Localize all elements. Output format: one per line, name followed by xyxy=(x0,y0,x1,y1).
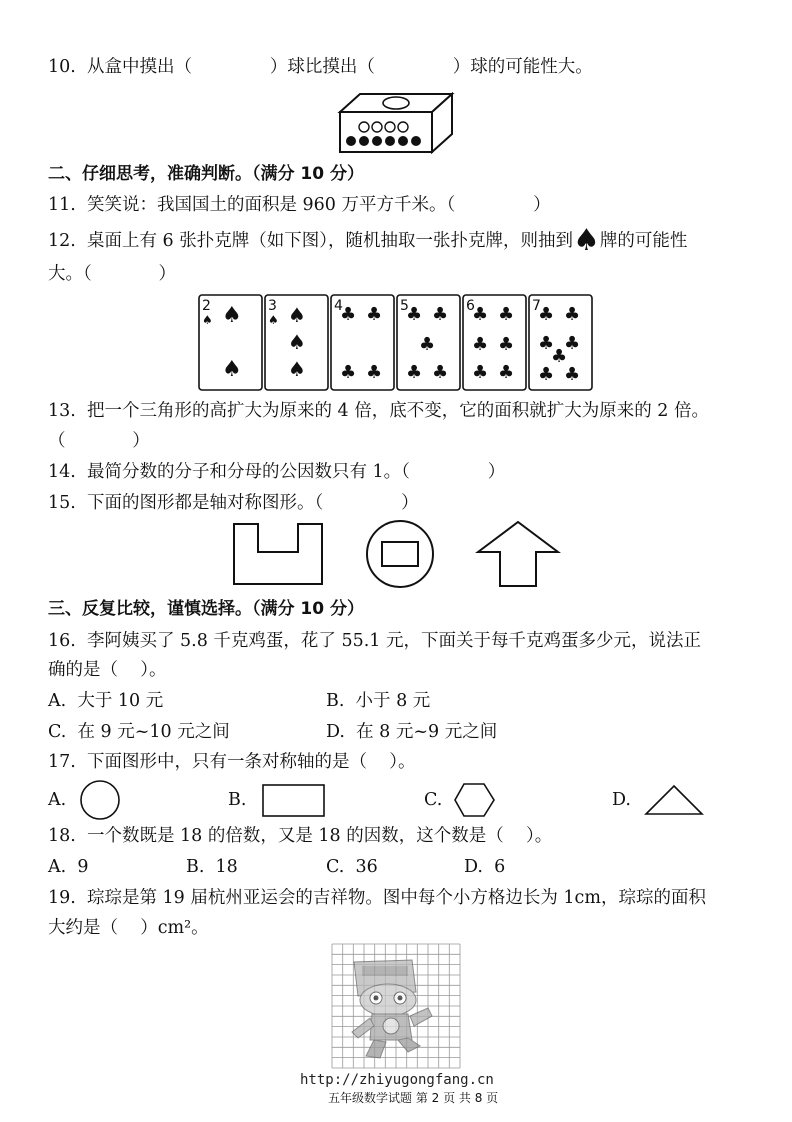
card-3 xyxy=(265,295,328,390)
svg-text:♣: ♣ xyxy=(564,333,581,354)
card-4 xyxy=(331,295,394,390)
svg-text:4: 4 xyxy=(334,298,343,314)
svg-text:5: 5 xyxy=(400,298,409,314)
svg-text:2: 2 xyxy=(202,298,211,314)
hexagon-shape xyxy=(454,782,496,818)
spade-icon: ♠ xyxy=(572,223,600,258)
q16-option-a: A. 大于 10 元 xyxy=(48,691,164,711)
svg-text:♠: ♠ xyxy=(222,303,242,328)
svg-text:♣: ♣ xyxy=(551,346,568,367)
q16-option-c: C. 在 9 元~10 元之间 xyxy=(48,722,230,742)
svg-text:♠: ♠ xyxy=(268,313,279,327)
svg-text:♣: ♣ xyxy=(406,362,423,383)
card-7 xyxy=(529,295,592,390)
triangle-shape xyxy=(644,784,704,816)
svg-text:♠: ♠ xyxy=(288,330,306,354)
svg-text:♣: ♣ xyxy=(564,364,581,385)
question-16-line2: 确的是（ ）。 xyxy=(48,660,167,680)
svg-text:♠: ♠ xyxy=(288,357,306,381)
q16-option-d: D. 在 8 元~9 元之间 xyxy=(326,722,498,742)
svg-text:♣: ♣ xyxy=(406,304,423,325)
question-17: 17. 下面图形中，只有一条对称轴的是（ ）。 xyxy=(48,752,416,772)
svg-text:3: 3 xyxy=(268,298,277,314)
ball-box-figure xyxy=(336,92,456,154)
question-15: 15. 下面的图形都是轴对称图形。（ ） xyxy=(48,493,419,513)
svg-text:♣: ♣ xyxy=(432,304,449,325)
question-12-line1: 12. 桌面上有 6 张扑克牌（如下图），随机抽取一张扑克牌，则抽到♠牌的可能性 xyxy=(48,223,688,258)
svg-text:♣: ♣ xyxy=(472,362,489,383)
watermark-url: http://zhiyugongfang.cn xyxy=(300,1072,494,1088)
question-13-line2: （ ） xyxy=(48,431,150,451)
symmetric-shapes-figure xyxy=(230,520,560,590)
q18-option-c: C. 36 xyxy=(326,857,378,877)
svg-text:♣: ♣ xyxy=(498,362,515,383)
card-2 xyxy=(199,295,262,390)
svg-text:♠: ♠ xyxy=(222,357,242,382)
svg-text:♣: ♣ xyxy=(472,304,489,325)
svg-text:♣: ♣ xyxy=(432,362,449,383)
page-footer: 五年级数学试题 第 2 页 共 8 页 xyxy=(328,1091,499,1105)
q17-option-d: D. xyxy=(612,790,631,810)
q16-option-b: B. 小于 8 元 xyxy=(326,691,431,711)
q17-option-b: B. xyxy=(228,790,247,810)
svg-text:7: 7 xyxy=(532,298,541,314)
svg-text:♣: ♣ xyxy=(538,364,555,385)
svg-text:♣: ♣ xyxy=(340,304,357,325)
svg-text:♣: ♣ xyxy=(366,362,383,383)
q18-option-d: D. 6 xyxy=(464,857,506,877)
svg-text:♣: ♣ xyxy=(538,304,555,325)
rectangle-shape xyxy=(262,784,326,818)
svg-text:♣: ♣ xyxy=(366,304,383,325)
svg-text:♣: ♣ xyxy=(472,334,489,355)
q18-option-b: B. 18 xyxy=(186,857,238,877)
card-6 xyxy=(463,295,526,390)
card-5 xyxy=(397,295,460,390)
question-10: 10. 从盒中摸出（ ）球比摸出（ ）球的可能性大。 xyxy=(48,57,593,77)
svg-text:6: 6 xyxy=(466,298,475,314)
question-12-line2: 大。（ ） xyxy=(48,264,177,284)
svg-text:♠: ♠ xyxy=(202,313,213,327)
question-19-line2: 大约是（ ）cm²。 xyxy=(48,918,209,938)
circle-shape xyxy=(78,780,124,820)
svg-text:♠: ♠ xyxy=(288,303,306,327)
svg-text:♣: ♣ xyxy=(564,304,581,325)
mascot-grid-figure xyxy=(332,944,460,1068)
svg-text:♣: ♣ xyxy=(419,334,436,355)
question-19-line1: 19. 琮琮是第 19 届杭州亚运会的吉祥物。图中每个小方格边长为 1cm，琮琮的面积 xyxy=(48,888,706,908)
question-14: 14. 最简分数的分子和分母的公因数只有 1。（ ） xyxy=(48,462,506,482)
svg-text:♣: ♣ xyxy=(538,333,555,354)
svg-text:♣: ♣ xyxy=(340,362,357,383)
section-3-heading: 三、反复比较，谨慎选择。（满分 10 分） xyxy=(48,599,364,619)
q18-option-a: A. 9 xyxy=(48,857,89,877)
question-13-line1: 13. 把一个三角形的高扩大为原来的 4 倍，底不变，它的面积就扩大为原来的 2 倍。 xyxy=(48,401,709,421)
question-11: 11. 笑笑说：我国国土的面积是 960 万平方千米。（ ） xyxy=(48,195,551,215)
question-16-line1: 16. 李阿姨买了 5.8 千克鸡蛋，花了 55.1 元，下面关于每千克鸡蛋多少元，说法正 xyxy=(48,631,702,651)
question-18: 18. 一个数既是 18 的倍数，又是 18 的因数，这个数是（ ）。 xyxy=(48,826,553,846)
svg-text:♣: ♣ xyxy=(498,304,515,325)
svg-text:♣: ♣ xyxy=(498,334,515,355)
q17-option-c: C. xyxy=(424,790,443,810)
section-2-heading: 二、仔细思考，准确判断。（满分 10 分） xyxy=(48,164,364,184)
playing-cards-figure xyxy=(198,294,598,392)
q17-option-a: A. xyxy=(48,790,67,810)
